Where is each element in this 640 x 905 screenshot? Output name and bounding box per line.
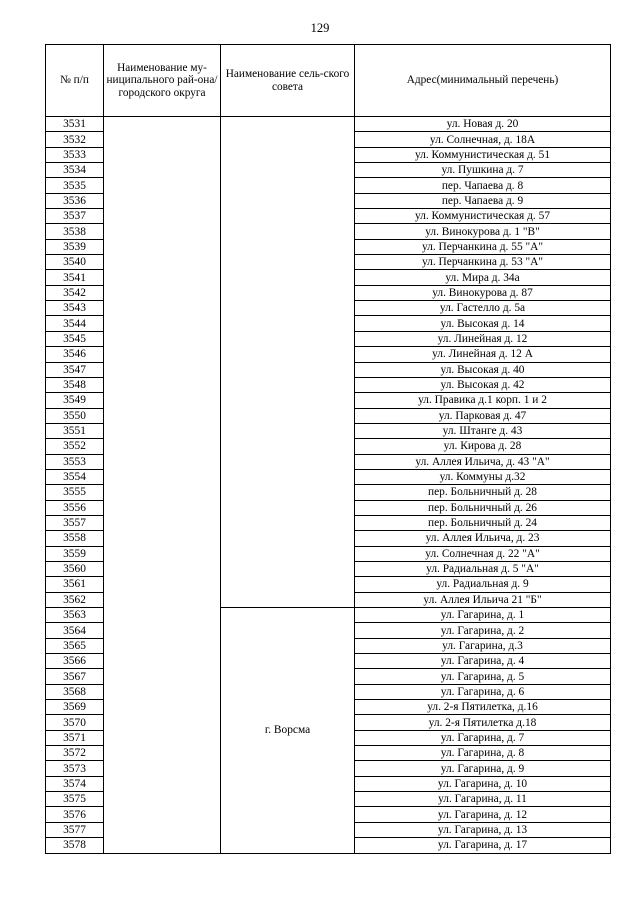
row-number: 3543 xyxy=(46,301,104,316)
address-cell: ул. Линейная д. 12 А xyxy=(355,347,611,362)
address-cell: ул. Гагарина, д. 8 xyxy=(355,746,611,761)
address-cell: ул. Гагарина, д. 11 xyxy=(355,792,611,807)
address-cell: ул. Аллея Ильича, д. 43 "А" xyxy=(355,454,611,469)
address-cell: ул. Гагарина, д. 13 xyxy=(355,822,611,837)
row-number: 3554 xyxy=(46,469,104,484)
row-number: 3544 xyxy=(46,316,104,331)
address-cell: ул. Гагарина, д. 7 xyxy=(355,730,611,745)
address-cell: ул. Правика д.1 корп. 1 и 2 xyxy=(355,393,611,408)
row-number: 3561 xyxy=(46,577,104,592)
address-cell: ул. Гагарина, д. 4 xyxy=(355,654,611,669)
row-number: 3570 xyxy=(46,715,104,730)
row-number: 3558 xyxy=(46,531,104,546)
row-number: 3539 xyxy=(46,239,104,254)
row-number: 3538 xyxy=(46,224,104,239)
row-number: 3567 xyxy=(46,669,104,684)
row-number: 3573 xyxy=(46,761,104,776)
table-row xyxy=(46,117,611,132)
address-cell: ул. 2-я Пятилетка д.18 xyxy=(355,715,611,730)
address-cell: ул. Перчанкина д. 53 "А" xyxy=(355,255,611,270)
header-number: № п/п xyxy=(46,45,104,117)
address-cell: ул. Линейная д. 12 xyxy=(355,331,611,346)
address-cell: ул. Солнечная д. 22 "А" xyxy=(355,546,611,561)
address-cell: пер. Чапаева д. 8 xyxy=(355,178,611,193)
row-number: 3536 xyxy=(46,193,104,208)
address-cell: ул. 2-я Пятилетка, д.16 xyxy=(355,700,611,715)
row-number: 3531 xyxy=(46,117,104,132)
row-number: 3534 xyxy=(46,163,104,178)
row-number: 3532 xyxy=(46,132,104,147)
row-number: 3565 xyxy=(46,638,104,653)
row-number: 3556 xyxy=(46,500,104,515)
row-number: 3550 xyxy=(46,408,104,423)
row-number: 3571 xyxy=(46,730,104,745)
row-number: 3576 xyxy=(46,807,104,822)
row-number: 3533 xyxy=(46,147,104,162)
row-number: 3553 xyxy=(46,454,104,469)
row-number: 3566 xyxy=(46,654,104,669)
address-cell: пер. Больничный д. 26 xyxy=(355,500,611,515)
row-number: 3546 xyxy=(46,347,104,362)
address-cell: ул. Парковая д. 47 xyxy=(355,408,611,423)
address-cell: пер. Чапаева д. 9 xyxy=(355,193,611,208)
row-number: 3535 xyxy=(46,178,104,193)
row-number: 3557 xyxy=(46,515,104,530)
address-cell: ул. Винокурова д. 1 "В" xyxy=(355,224,611,239)
address-cell: ул. Гагарина, д. 10 xyxy=(355,776,611,791)
district-cell xyxy=(104,117,221,854)
row-number: 3574 xyxy=(46,776,104,791)
address-cell: ул. Радиальная д. 9 xyxy=(355,577,611,592)
address-cell: ул. Кирова д. 28 xyxy=(355,439,611,454)
address-cell: ул. Аллея Ильича, д. 23 xyxy=(355,531,611,546)
address-cell: ул. Гагарина, д. 5 xyxy=(355,669,611,684)
address-cell: ул. Гагарина, д. 2 xyxy=(355,623,611,638)
row-number: 3547 xyxy=(46,362,104,377)
address-cell: ул. Пушкина д. 7 xyxy=(355,163,611,178)
header-district: Наименование му-ниципального рай-она/ городского округа xyxy=(104,45,221,117)
row-number: 3542 xyxy=(46,285,104,300)
page-number: 129 xyxy=(310,21,330,35)
address-cell: пер. Больничный д. 28 xyxy=(355,485,611,500)
address-cell: ул. Коммунистическая д. 51 xyxy=(355,147,611,162)
address-cell: ул. Гастелло д. 5а xyxy=(355,301,611,316)
address-cell: ул. Солнечная, д. 18А xyxy=(355,132,611,147)
address-cell: ул. Гагарина, д. 12 xyxy=(355,807,611,822)
row-number: 3563 xyxy=(46,608,104,623)
address-cell: ул. Винокурова д. 87 xyxy=(355,285,611,300)
address-cell: ул. Гагарина, д.3 xyxy=(355,638,611,653)
address-cell: ул. Гагарина, д. 17 xyxy=(355,838,611,853)
address-table xyxy=(45,44,611,854)
address-cell: ул. Высокая д. 42 xyxy=(355,377,611,392)
row-number: 3572 xyxy=(46,746,104,761)
table-header-row xyxy=(46,45,611,117)
address-cell: ул. Высокая д. 40 xyxy=(355,362,611,377)
row-number: 3548 xyxy=(46,377,104,392)
row-number: 3549 xyxy=(46,393,104,408)
row-number: 3551 xyxy=(46,423,104,438)
header-council: Наименование сель-ского совета xyxy=(221,45,355,117)
row-number: 3564 xyxy=(46,623,104,638)
address-cell: ул. Коммуны д.32 xyxy=(355,469,611,484)
row-number: 3577 xyxy=(46,822,104,837)
row-number: 3568 xyxy=(46,684,104,699)
address-cell: ул. Новая д. 20 xyxy=(355,117,611,132)
row-number: 3552 xyxy=(46,439,104,454)
row-number: 3541 xyxy=(46,270,104,285)
row-number: 3575 xyxy=(46,792,104,807)
council-cell xyxy=(221,117,355,608)
row-number: 3569 xyxy=(46,700,104,715)
address-cell: пер. Больничный д. 24 xyxy=(355,515,611,530)
address-cell: ул. Штанге д. 43 xyxy=(355,423,611,438)
row-number: 3562 xyxy=(46,592,104,607)
row-number: 3555 xyxy=(46,485,104,500)
header-address: Адрес(минимальный перечень) xyxy=(355,45,611,117)
row-number: 3559 xyxy=(46,546,104,561)
address-cell: ул. Гагарина, д. 1 xyxy=(355,608,611,623)
row-number: 3578 xyxy=(46,838,104,853)
council-cell: г. Ворсма xyxy=(221,608,355,854)
address-cell: ул. Перчанкина д. 55 "А" xyxy=(355,239,611,254)
address-cell: ул. Мира д. 34а xyxy=(355,270,611,285)
address-cell: ул. Радиальная д. 5 "А" xyxy=(355,561,611,576)
row-number: 3540 xyxy=(46,255,104,270)
address-cell: ул. Гагарина, д. 6 xyxy=(355,684,611,699)
row-number: 3545 xyxy=(46,331,104,346)
address-cell: ул. Коммунистическая д. 57 xyxy=(355,209,611,224)
address-cell: ул. Аллея Ильича 21 "Б" xyxy=(355,592,611,607)
address-cell: ул. Высокая д. 14 xyxy=(355,316,611,331)
row-number: 3537 xyxy=(46,209,104,224)
address-cell: ул. Гагарина, д. 9 xyxy=(355,761,611,776)
table-body xyxy=(46,117,611,854)
row-number: 3560 xyxy=(46,561,104,576)
